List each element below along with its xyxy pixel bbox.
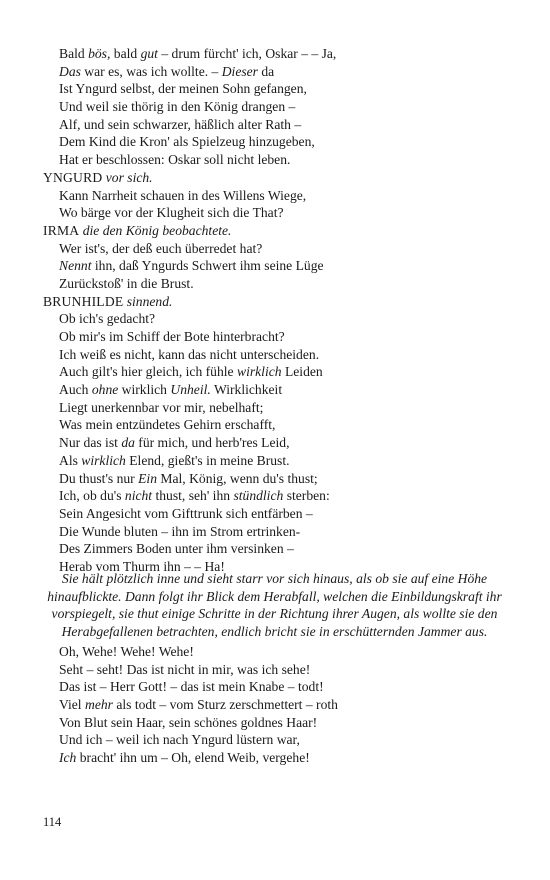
emphasis-text: Das	[59, 63, 81, 79]
line-text: Leiden	[281, 364, 323, 380]
verse-line	[43, 204, 513, 222]
verse-block-bottom	[43, 643, 513, 767]
line-text: Elend, gießt's in meine Brust.	[125, 452, 290, 468]
verse-line	[43, 643, 513, 661]
verse-line	[43, 116, 513, 134]
line-text: – drum fürcht' ich, Oskar – – Ja,	[157, 46, 337, 61]
line-text: Wirklichkeit	[210, 382, 283, 398]
emphasis-text: stündlich	[233, 488, 284, 504]
line-text: Herab vom Thurm ihn – – Ha!	[59, 558, 225, 574]
verse-line	[43, 452, 513, 470]
verse-line	[43, 661, 513, 679]
verse-line	[43, 275, 513, 293]
line-text: Sein Angesicht vom Gifttrunk sich entfärben –	[59, 505, 313, 521]
line-text: Nur das ist	[59, 435, 122, 451]
verse-line	[43, 151, 513, 169]
line-text: Oh, Wehe! Wehe! Wehe!	[59, 644, 194, 659]
verse-line	[43, 346, 513, 364]
line-text: Ist Yngurd selbst, der meinen Sohn gefangen,	[59, 81, 307, 97]
line-text: für mich, und herb'res Leid,	[134, 435, 290, 451]
line-text: thust, seh' ihn	[152, 488, 234, 504]
verse-line	[43, 470, 513, 488]
line-text: Mal, König, wenn du's thust;	[157, 470, 318, 486]
verse-line	[43, 714, 513, 732]
emphasis-text: bös,	[88, 46, 111, 61]
speaker-line	[43, 169, 513, 187]
line-text: als todt – vom Sturz zerschmettert – roth	[112, 697, 338, 713]
verse-line	[43, 363, 513, 381]
line-text: Auch gilt's hier gleich, ich fühle	[59, 364, 237, 380]
line-text: Alf, und sein schwarzer, häßlich alter Rath –	[59, 116, 302, 132]
verse-line	[43, 98, 513, 116]
line-text: Ich weiß es nicht, kann das nicht unterscheiden.	[59, 346, 320, 362]
line-text: sterben:	[283, 488, 330, 504]
emphasis-text: wirklich	[81, 452, 126, 468]
verse-line	[43, 187, 513, 205]
verse-line	[43, 80, 513, 98]
speaker-name: IRMA	[43, 222, 80, 238]
emphasis-text: Nennt	[59, 258, 92, 274]
page-number: 114	[43, 815, 62, 829]
stage-direction: Sie hält plötzlich inne und sieht starr vor sich hinaus, als ob sie auf eine Höhe hinaufblickte. Dann folgt ihr Blick dem Herabfall, welchen die Einbildungskraft ihr vorspiegelt, sie thut einige Schritte in der Richtung ihrer Augen, als wollte sie den Herabgefallenen betrachten, endlich bricht sie in erschütternden Jammer aus.	[47, 571, 502, 639]
verse-block-top	[43, 45, 513, 576]
emphasis-text: da	[121, 435, 135, 451]
emphasis-text: Ich	[59, 750, 77, 766]
line-text: Auch	[59, 382, 92, 398]
line-text: bald	[110, 46, 141, 61]
line-text: da	[257, 63, 275, 79]
line-text: bracht' ihn um – Oh, elend Weib, vergehe!	[76, 750, 310, 766]
emphasis-text: mehr	[85, 697, 113, 713]
line-text: Seht – seht! Das ist nicht in mir, was ich sehe!	[59, 661, 311, 677]
line-text: Als	[59, 452, 82, 468]
verse-line	[43, 749, 513, 767]
verse-line	[43, 487, 513, 505]
emphasis-text: ohne	[91, 382, 119, 398]
speaker-line	[43, 222, 513, 240]
line-text: Bald	[59, 46, 89, 61]
line-text: Das ist – Herr Gott! – das ist mein Knabe – todt!	[59, 679, 324, 695]
emphasis-text: Unheil.	[170, 382, 211, 398]
verse-line	[43, 678, 513, 696]
verse-line	[43, 505, 513, 523]
verse-line	[43, 731, 513, 749]
line-text: Von Blut sein Haar, sein schönes goldnes Haar!	[59, 714, 318, 730]
verse-line	[43, 257, 513, 275]
verse-line	[43, 310, 513, 328]
emphasis-text: Ein	[138, 470, 157, 486]
emphasis-text: die den König beobachtete.	[79, 222, 232, 238]
verse-line	[43, 328, 513, 346]
line-text: Was mein entzündetes Gehirn erschafft,	[59, 417, 276, 433]
emphasis-text: vor sich.	[102, 169, 153, 185]
line-text: Und ich – weil ich nach Yngurd lüstern war,	[59, 732, 300, 748]
line-text: Wo bärge vor der Klugheit sich die That?	[59, 205, 284, 221]
line-text: Zurückstoß' in die Brust.	[59, 275, 194, 291]
line-text: Ob ich's gedacht?	[59, 311, 156, 327]
line-text: Ob mir's im Schiff der Bote hinterbracht?	[59, 329, 285, 344]
verse-line	[43, 540, 513, 558]
line-text: Du thust's nur	[59, 470, 139, 486]
speaker-name: YNGURD	[43, 169, 103, 185]
verse-line	[43, 416, 513, 434]
emphasis-text: gut	[140, 46, 158, 61]
line-text: Viel	[59, 697, 85, 713]
line-text: war es, was ich wollte. –	[80, 63, 222, 79]
line-text: Liegt unerkennbar vor mir, nebelhaft;	[59, 399, 264, 415]
verse-line	[43, 45, 513, 63]
emphasis-text: wirklich	[237, 364, 282, 380]
line-text: Dem Kind die Kron' als Spielzeug hinzugeben,	[59, 134, 315, 150]
line-text: Wer ist's, der deß euch überredet hat?	[59, 240, 263, 256]
emphasis-text: sinnend.	[123, 293, 173, 309]
line-text: Die Wunde bluten – ihn im Strom ertrinken-	[59, 523, 301, 539]
line-text: Hat er beschlossen: Oskar soll nicht leben.	[59, 152, 291, 168]
line-text: ihn, daß Yngurds Schwert ihm seine Lüge	[91, 258, 324, 274]
line-text: Und weil sie thörig in den König drangen –	[59, 99, 296, 115]
verse-line	[43, 696, 513, 714]
verse-line	[43, 63, 513, 81]
line-text: Des Zimmers Boden unter ihm versinken –	[59, 541, 294, 557]
verse-line	[43, 399, 513, 417]
line-text: wirklich	[118, 382, 171, 398]
verse-line	[43, 523, 513, 541]
verse-line	[43, 133, 513, 151]
emphasis-text: Dieser	[221, 63, 258, 79]
verse-line	[43, 434, 513, 452]
line-text: Kann Narrheit schauen in des Willens Wiege,	[59, 187, 307, 203]
speaker-name: BRUNHILDE	[43, 293, 124, 309]
verse-line	[43, 240, 513, 258]
speaker-line	[43, 293, 513, 311]
line-text: Ich, ob du's	[59, 488, 125, 504]
verse-line	[43, 381, 513, 399]
emphasis-text: nicht	[124, 488, 153, 504]
